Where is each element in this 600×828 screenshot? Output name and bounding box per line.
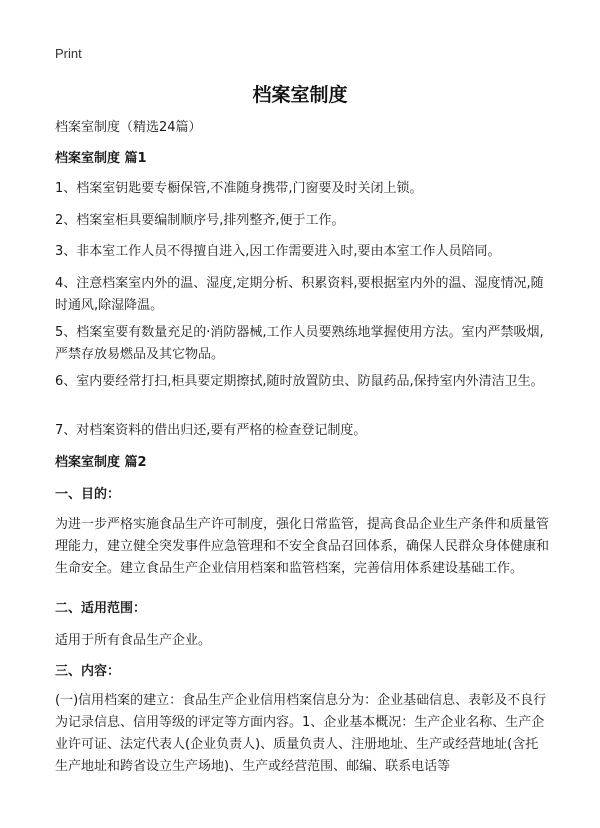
list-item: 6、室内要经常打扫,柜具要定期擦拭,随时放置防虫、防鼠药品,保持室内外清洁卫生。 [55, 374, 544, 389]
list-item: 1、档案室钥匙要专橱保管,不准随身携带,门窗要及时关闭上锁。 [55, 181, 423, 196]
subheading-content: 三、内容： [55, 664, 121, 679]
subheading-scope: 二、适用范围： [55, 601, 147, 616]
paragraph-scope: 适用于所有食品生产企业。 [55, 633, 212, 648]
section-heading-part1: 档案室制度 篇1 [55, 151, 147, 166]
print-link[interactable]: Print [55, 46, 82, 61]
list-item: 7、对档案资料的借出归还,要有严格的检查登记制度。 [55, 423, 367, 438]
list-item: 4、注意档案室内外的温、湿度,定期分析、积累资料,要根据室内外的温、湿度情况,随时通风,除湿降温。 [55, 276, 544, 313]
list-item: 5、档案室要有数量充足的·消防器械,工作人员要熟练地掌握使用方法。室内严禁吸烟,严禁存放易燃品及其它物品。 [55, 325, 544, 362]
list-item: 2、档案室柜具要编制顺序号,排列整齐,便于工作。 [55, 213, 345, 228]
paragraph-content: (一)信用档案的建立：食品生产企业信用档案信息分为：企业基础信息、表彰及不良行为记录信息、信用等级的评定等方面内容。1、企业基本概况：生产企业名称、生产企业许可证、法定代表人(企业负责人)、质量负责人、注册地址、生产或经营地址(含托生产地址和跨省设立生产场地)、生产或经营范围、邮编、联系电话等 [55, 693, 547, 774]
list-item: 3、非本室工作人员不得擅自进入,因工作需要进入时,要由本室工作人员陪同。 [55, 244, 501, 259]
document-subtitle: 档案室制度（精选24篇） [55, 120, 202, 135]
page-title: 档案室制度 [252, 84, 348, 106]
paragraph-purpose: 为进一步严格实施食品生产许可制度，强化日常监管，提高食品企业生产条件和质量管理能力，建立健全突发事件应急管理和不安全食品召回体系，确保人民群众身体健康和生命安全。建立食品生产企业信用档案和监管档案，完善信用体系建设基础工作。 [55, 517, 550, 576]
subheading-purpose: 一、目的： [55, 487, 121, 502]
section-heading-part2: 档案室制度 篇2 [55, 455, 147, 470]
